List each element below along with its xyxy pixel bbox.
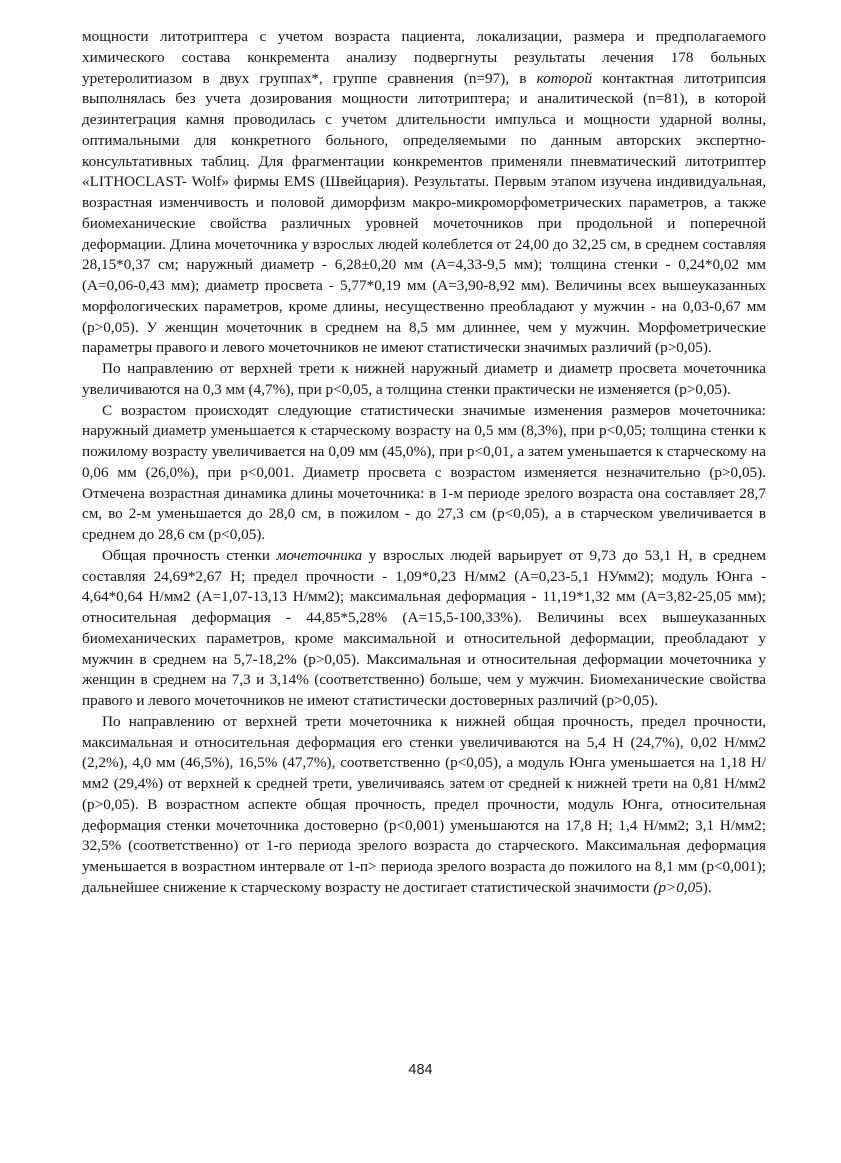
biomechanics-text-start: Общая прочность стенки (102, 546, 277, 564)
paragraph-diameter-direction (82, 359, 766, 401)
page-number: 484 (408, 1062, 433, 1078)
diameter-direction-text: По направлению от верхней трети к нижней наружный диаметр и диаметр просвета мочеточника увеличиваются на 0,3 мм (4,7%), при р<0,05, а толщина стенки практически не изменяется (р>0,05). (82, 360, 766, 398)
paragraph-biomechanics-direction (82, 712, 766, 899)
direction-italic-p-value: (р>0,0 (653, 878, 696, 896)
methods-italic-word: которой (536, 69, 593, 87)
direction-text-start: По направлению от верхней трети мочеточника к нижней общая прочность, предел прочности, максимальная и относительная деформация его стенки увеличиваются на 5,4 Н (24,7%), 0,02 Н/мм2 (2,2%), 4,0 мм (46,5%), 16,5% (47,7%), соответственно (р<0,05), а модуль Юнга уменьшается на 1,18 Н/мм2 (29,4%) от верхней к средней трети, увеличиваясь затем от средней к нижней трети на 0,81 Н/мм2 (р>0,05). В возрастном аспекте общая прочность, предел прочности, модуль Юнга, относительная деформация стенки мочеточника достоверно (р<0,001) уменьшаются на 17,8 Н; 1,4 Н/мм2; 3,1 Н/мм2; 32,5% (соответственно) от 1-го периода зрелого возраста до старческого. Максимальная деформация уменьшается в возрастном интервале от 1-п> периода зрелого возраста до пожилого на 8,1 мм (р<0,001); дальнейшее снижение к старческому возрасту не достигает статистической значимости (82, 712, 766, 896)
paragraph-age-changes (82, 401, 766, 546)
article-page (82, 27, 766, 899)
methods-text-end: контактная литотрипсия выполнялась без учета дозирования мощности литотриптера; и аналитической (n=81), в которой дезинтеграция камня проводилась с учетом длительности импульса и мощности ударной волны, оптимальными для конкретного больного, определяемыми по данным авторских экспертно-консультативных таблиц. Для фрагментации конкрементов применяли пневматический литотриптер «LITHOCLAST- Wolf» фирмы EMS (Швейцария). Результаты. Первым этапом изучена индивидуальная, возрастная изменчивость и половой диморфизм макро-микроморфометрических параметров, а также биомеханические свойства различных уровней мочеточников при продольной и поперечной деформации. Длина мочеточника у взрослых людей колеблется от 24,00 до 32,25 см, в среднем составляя 28,15*0,37 см; наружный диаметр - 6,28±0,20 мм (А=4,33-9,5 мм); толщина стенки - 0,24*0,02 мм (А=0,06-0,43 мм); диаметр просвета - 5,77*0,19 мм (А=3,90-8,92 мм). Величины всех вышеуказанных морфологических параметров, кроме длины, несущественно преобладают у мужчин - на 0,03-0,67 мм (р>0,05). У женщин мочеточник в среднем на 8,5 мм длиннее, чем у мужчин. Морфометрические параметры правого и левого мочеточников не имеют статистически значимых различий (р>0,05). (82, 69, 766, 357)
biomechanics-italic-word: мочеточника (276, 546, 363, 564)
biomechanics-text-end: у взрослых людей варьирует от 9,73 до 53,1 Н, в среднем составляя 24,69*2,67 Н; предел прочности - 1,09*0,23 Н/мм2 (А=0,23-5,1 НУмм2); модуль Юнга - 4,64*0,64 Н/мм2 (А=1,07-13,13 Н/мм2); максимальная деформация - 11,19*1,32 мм (А=3,82-25,05 мм); относительная деформация - 44,85*5,28% (А=15,5-100,33%). Величины всех вышеуказанных биомеханических параметров, кроме максимальной и относительной деформации, преобладают у мужчин в среднем на 5,7-18,2% (р>0,05). Максимальная и относительная деформации мочеточника у женщин в среднем на 7,3 и 3,14% (соответственно) больше, чем у мужчин. Биомеханические свойства правого и левого мочеточников не имеют статистически достоверных различий (р>0,05). (82, 546, 767, 709)
methods-text-start: мощности литотриптера с учетом возраста пациента, локализации, размера и предполагаемого химического состава конкремента анализу подвергнуты результаты лечения 178 больных уретеролитиазом в двух группах*, группе сравнения (n=97), в (82, 28, 766, 87)
paragraph-biomechanics (82, 546, 766, 712)
direction-text-end: 5). (695, 878, 712, 896)
paragraph-methods (82, 27, 766, 359)
age-changes-text: С возрастом происходят следующие статистически значимые изменения размеров мочеточника: наружный диаметр уменьшается к старческому возрасту на 0,5 мм (8,3%), при р<0,05; толщина стенки к пожилому возрасту увеличивается на 0,09 мм (45,0%), при р<0,01, а затем уменьшается к старческому на 0,06 мм (26,0%), при р<0,001. Диаметр просвета с возрастом изменяется незначительно (р>0,05). Отмечена возрастная динамика длины мочеточника: в 1-м периоде зрелого возраста она составляет 28,7 см, во 2-м уменьшается до 28,0 см, в пожилом - до 27,3 см (р<0,05), а в старческом увеличивается в среднем до 28,6 см (р<0,05). (82, 401, 766, 543)
